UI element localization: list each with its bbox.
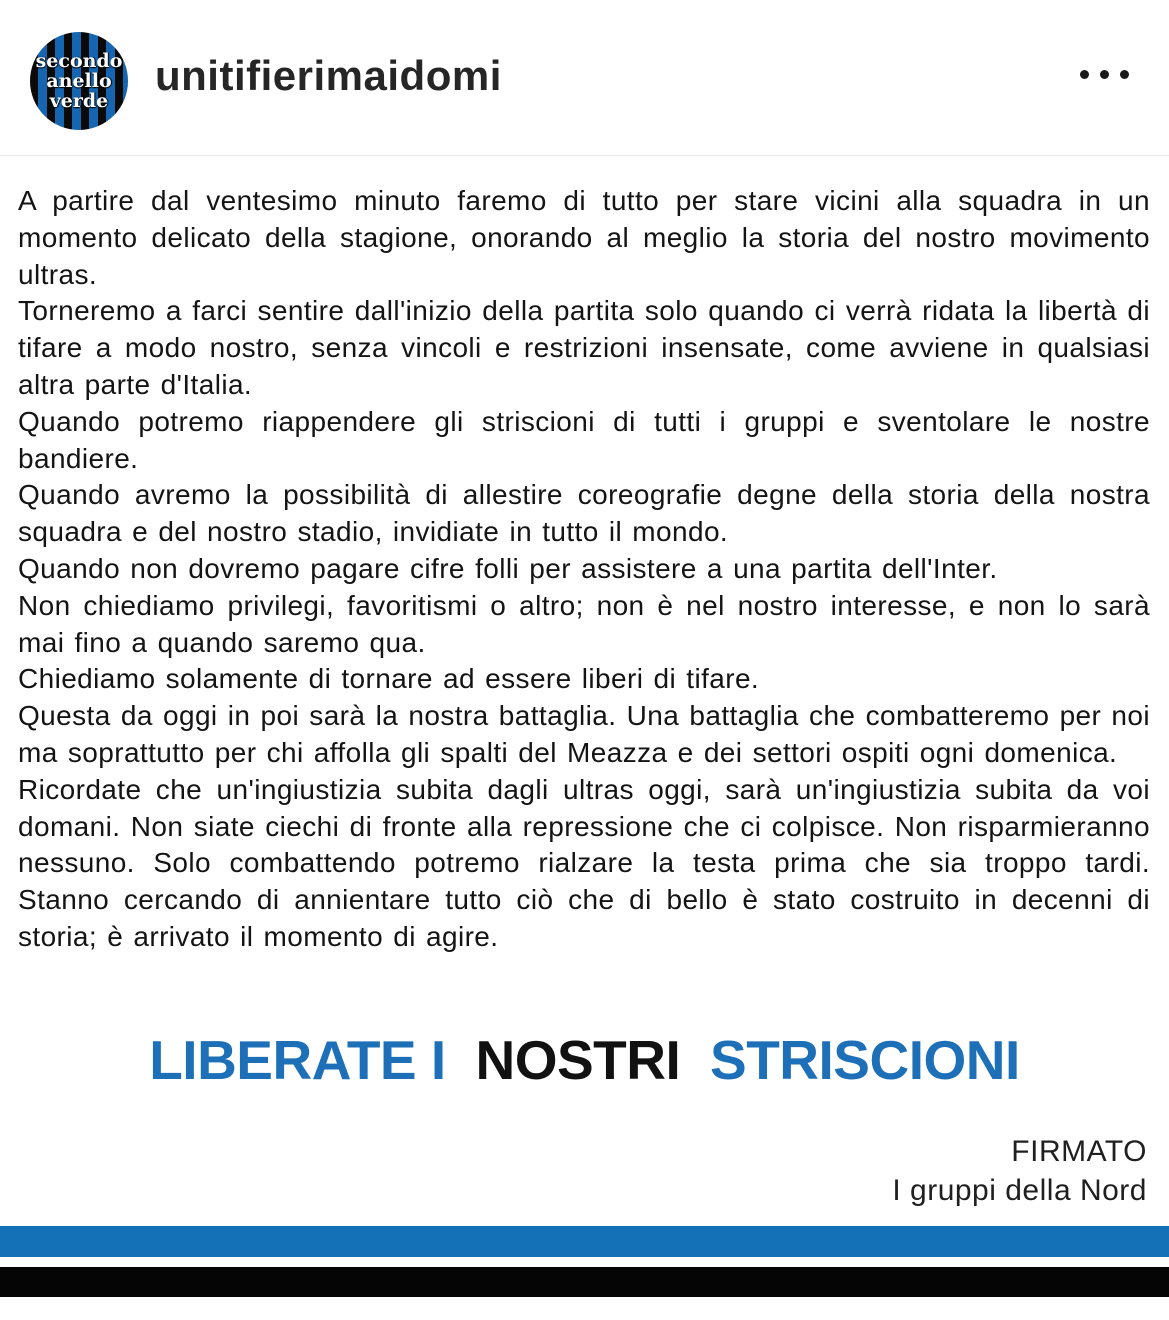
header-divider: [0, 155, 1169, 156]
statement-paragraph: Chiediamo solamente di tornare ad essere liberi di tifare.: [18, 663, 760, 695]
statement-paragraph: Quando non dovremo pagare cifre folli per assistere a una partita dell'Inter.: [18, 552, 998, 584]
ellipsis-icon: [1080, 70, 1129, 79]
statement-paragraph: Ricordate che un'ingiustizia subita dagli ultras oggi, sarà un'ingiustizia subita da voi domani. Non siate ciechi di fronte alla repressione che ci colpisce. Non risparmieranno nessuno. Solo combattendo potremo rialzare la testa prima che sia troppo tardi. Stanno cercando di annientare tutto ciò che di bello è stato costruito in decenni di storia; è arrivato il momento di agire.: [18, 773, 1150, 952]
signature-line-2: I gruppi della Nord: [892, 1174, 1147, 1207]
username[interactable]: unitifierimaidomi: [155, 52, 502, 99]
headline-segment: STRISCIONI: [710, 1029, 1020, 1091]
avatar-text-line: secondo: [35, 50, 123, 72]
statement-paragraph: Torneremo a farci sentire dall'inizio della partita solo quando ci verrà ridata la libertà di tifare a modo nostro, senza vincoli e restrizioni insensate, come avviene in qualsiasi altra parte d'Italia.: [18, 295, 1150, 400]
more-options-button[interactable]: [1049, 58, 1129, 90]
statement-paragraph: A partire dal ventesimo minuto faremo di tutto per stare vicini alla squadra in un momento delicato della stagione, onorando al meglio la storia del nostro movimento ultras.: [18, 185, 1150, 290]
statement-paragraph: Non chiediamo privilegi, favoritismi o altro; non è nel nostro interesse, e non lo sarà mai fino a quando saremo qua.: [18, 589, 1150, 658]
statement-paragraph: Questa da oggi in poi sarà la nostra battaglia. Una battaglia che combatteremo per noi ma soprattutto per chi affolla gli spalti del Meazza e dei settori ospiti ogni domenica.: [18, 700, 1150, 768]
statement-paragraph: Quando avremo la possibilità di allestire coreografie degne della storia della nostra squadra e del nostro stadio, invidiate in tutto il mondo.: [18, 479, 1150, 548]
avatar-text-line: anello: [46, 70, 112, 92]
avatar-text-line: verde: [49, 90, 109, 112]
statement-text: [18, 183, 1150, 956]
signature-block: [892, 1132, 1147, 1210]
footer-stripe-blue: [0, 1226, 1169, 1257]
footer-stripe-black: [0, 1267, 1169, 1297]
statement-paragraph: Quando potremo riappendere gli striscioni di tutti i gruppi e sventolare le nostre bandiere.: [18, 405, 1150, 474]
signature-line-1: FIRMATO: [1011, 1135, 1147, 1168]
headline: [0, 1028, 1169, 1092]
headline-segment: NOSTRI: [475, 1029, 681, 1091]
profile-avatar[interactable]: [30, 32, 128, 130]
headline-segment: LIBERATE I: [149, 1029, 446, 1091]
